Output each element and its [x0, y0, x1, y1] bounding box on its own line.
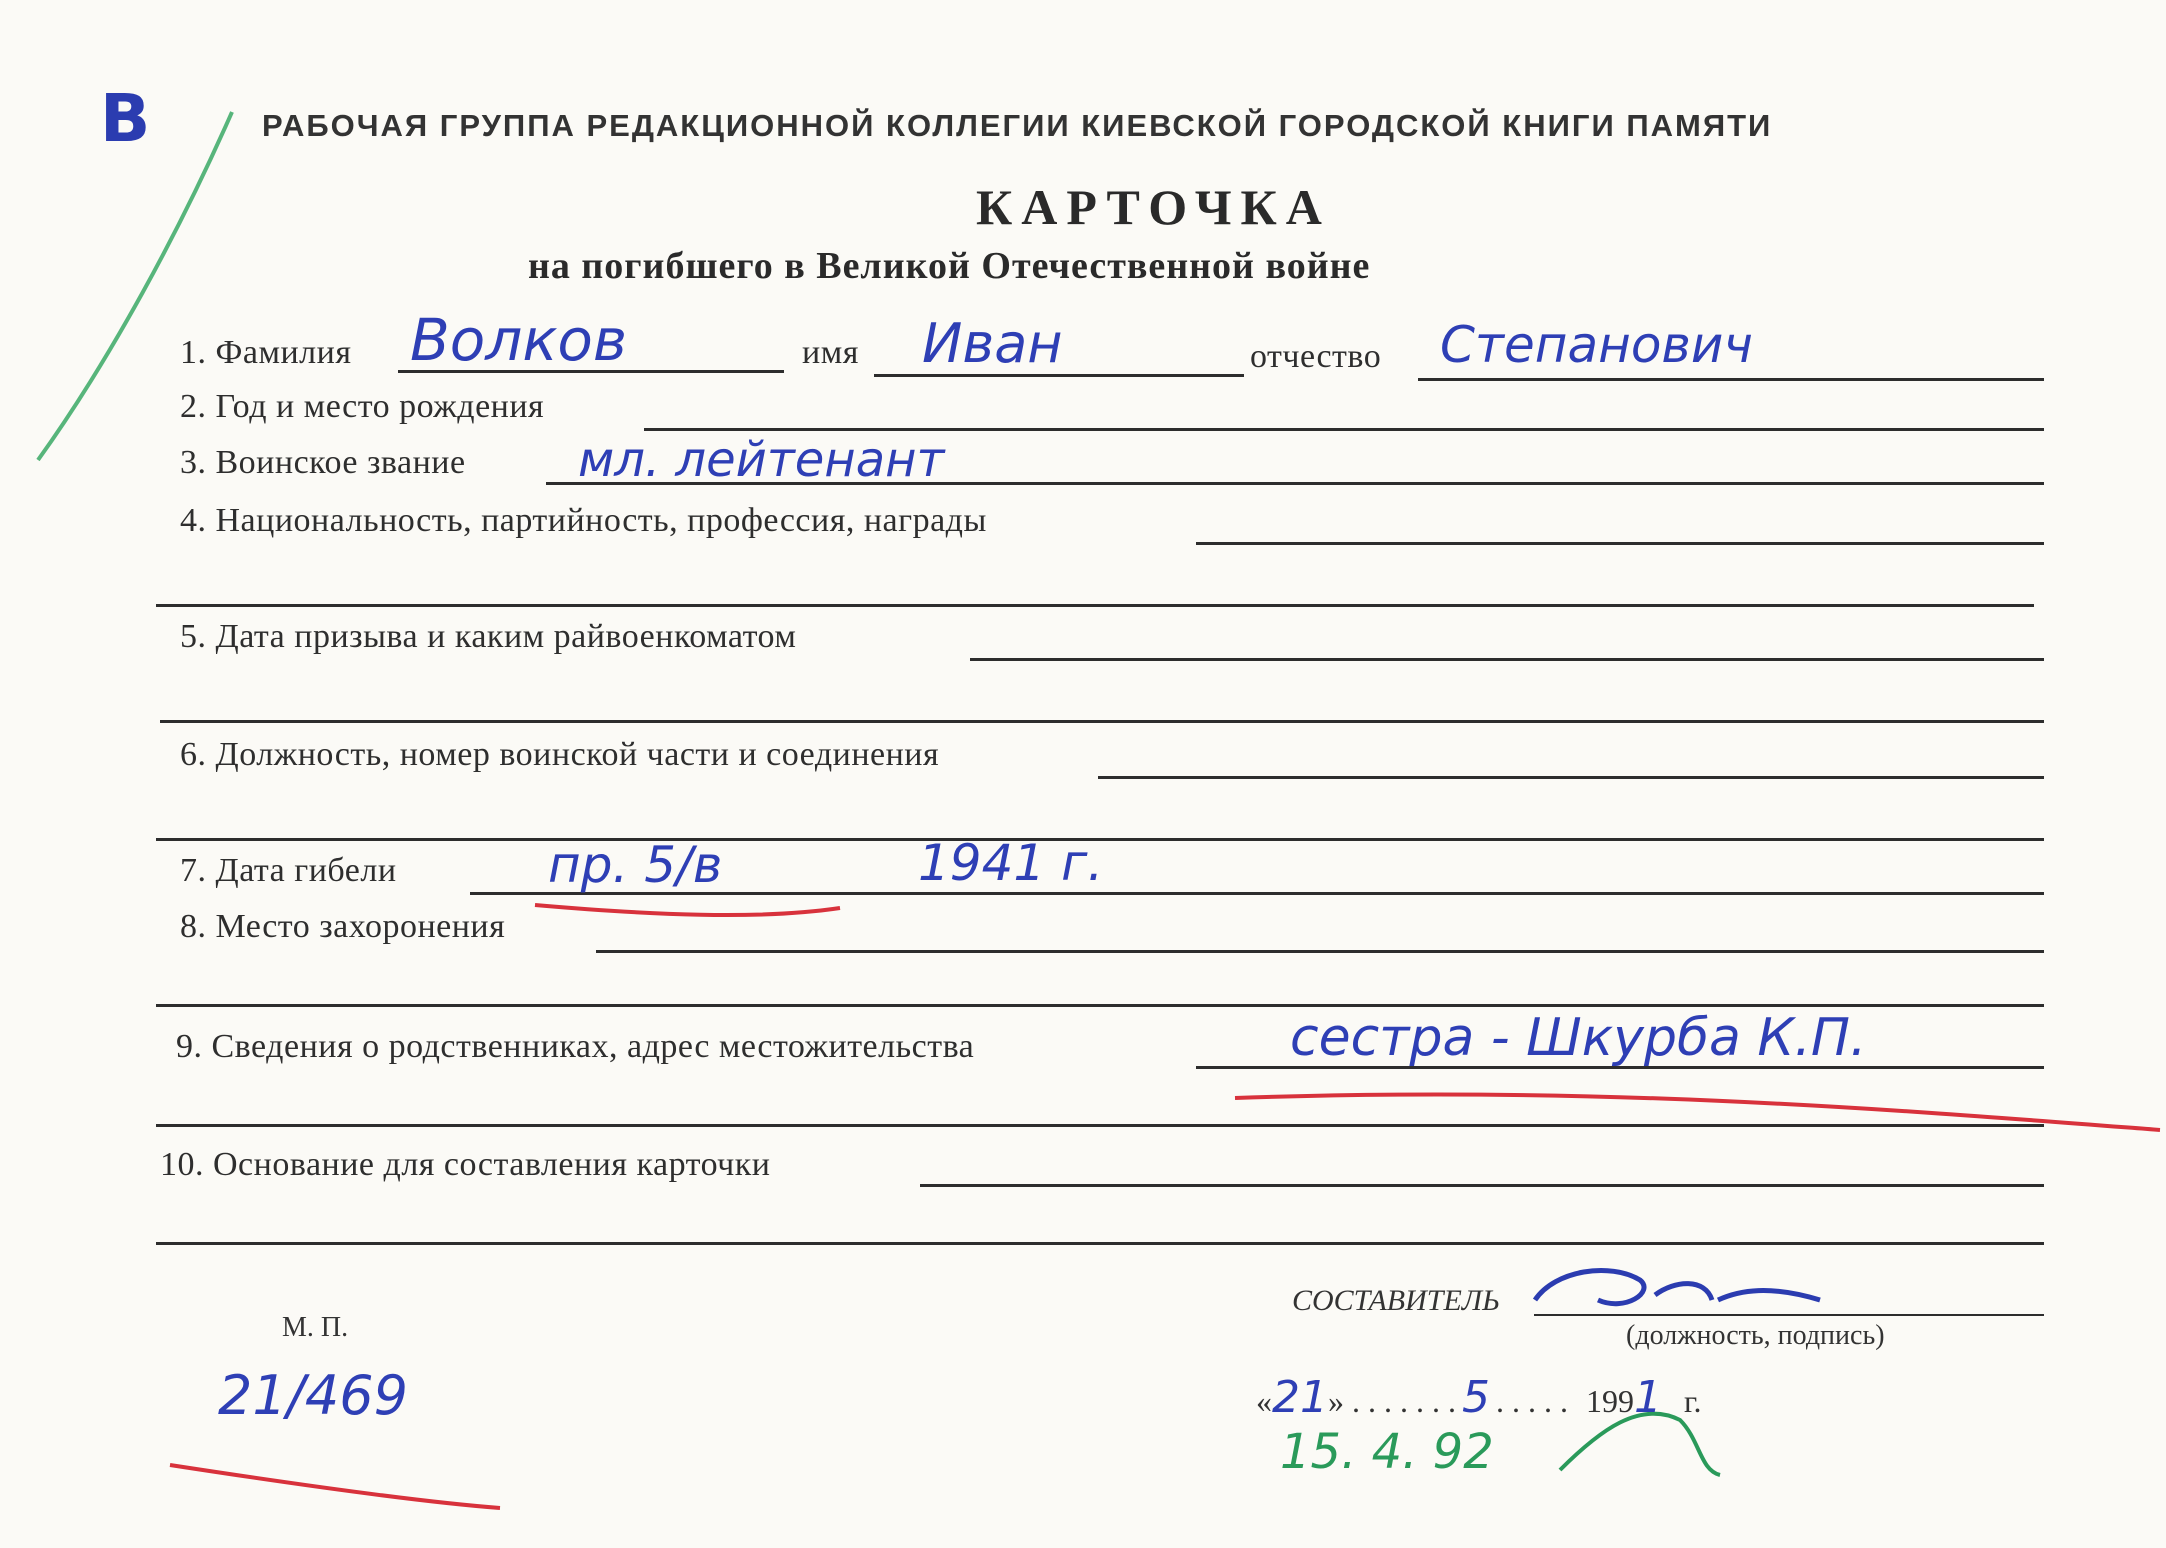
- burial-line-2: [156, 1004, 2044, 1007]
- position-label: 6. Должность, номер воинской части и соединения: [180, 736, 940, 773]
- relatives-label: 9. Сведения о родственниках, адрес местожительства: [176, 1028, 975, 1065]
- compiler-caption: (должность, подпись): [1626, 1320, 1885, 1351]
- patronymic-label: отчество: [1250, 338, 1382, 375]
- corner-mark: В: [100, 80, 151, 157]
- rank-value: мл. лейтенант: [578, 432, 945, 488]
- date-year-suffix: г.: [1684, 1383, 1702, 1419]
- surname-value: Волков: [410, 306, 628, 374]
- card-title: КАРТОЧКА: [976, 179, 1331, 235]
- death-date-value-b: 1941 г.: [918, 834, 1104, 892]
- name-label: имя: [802, 334, 859, 371]
- nationality-label: 4. Национальность, партийность, профессия, награды: [180, 502, 987, 539]
- burial-line: [596, 950, 2044, 953]
- birth-label: 2. Год и место рождения: [180, 388, 545, 425]
- compiler-label: СОСТАВИТЕЛЬ: [1292, 1284, 1500, 1317]
- signature-scribble: [1535, 1270, 1820, 1303]
- basis-label: 10. Основание для составления карточки: [160, 1146, 771, 1183]
- date-row: [1256, 1372, 1702, 1423]
- basis-line-2: [156, 1242, 2044, 1245]
- patronymic-value: Степанович: [1440, 316, 1753, 374]
- card-subtitle: на погибшего в Великой Отечественной войне: [528, 245, 1371, 287]
- date-dots-2: . . . . .: [1496, 1383, 1568, 1419]
- red-underline-death-date: [535, 905, 840, 915]
- date-day: 21: [1272, 1372, 1328, 1423]
- name-value: Иван: [922, 312, 1063, 375]
- stamp-place-label: М. П.: [282, 1312, 349, 1343]
- burial-label: 8. Место захоронения: [180, 908, 506, 945]
- basis-line: [920, 1184, 2044, 1187]
- compiler-line: [1534, 1314, 2044, 1316]
- date-dots-1: » . . . . . . .: [1328, 1383, 1456, 1419]
- green-date-note: 15. 4. 92: [1280, 1424, 1494, 1480]
- conscription-line: [970, 658, 2044, 661]
- relatives-value: сестра - Шкурба К.П.: [1290, 1008, 1867, 1068]
- conscription-label: 5. Дата призыва и каким райвоенкоматом: [180, 618, 797, 655]
- date-month: 5: [1462, 1372, 1490, 1423]
- birth-line: [644, 428, 2044, 431]
- surname-label: 1. Фамилия: [180, 334, 352, 371]
- patronymic-line: [1418, 378, 2044, 381]
- position-line: [1098, 776, 2044, 779]
- organization-header: РАБОЧАЯ ГРУППА РЕДАКЦИОННОЙ КОЛЛЕГИИ КИЕВСКОЙ ГОРОДСКОЙ КНИГИ ПАМЯТИ: [262, 108, 1773, 143]
- death-date-value-a: пр. 5/в: [548, 836, 723, 894]
- nationality-line: [1196, 542, 2044, 545]
- red-underline-file-number: [170, 1465, 500, 1508]
- file-number: 21/469: [218, 1364, 408, 1427]
- rank-label: 3. Воинское звание: [180, 444, 466, 481]
- date-open-quote: «: [1256, 1383, 1272, 1419]
- date-year-prefix: 199: [1586, 1383, 1634, 1419]
- conscription-line-2: [160, 720, 2044, 723]
- death-date-label: 7. Дата гибели: [180, 852, 397, 889]
- date-year-digit: 1: [1634, 1372, 1662, 1423]
- nationality-line-2: [156, 604, 2034, 607]
- relatives-line-2: [156, 1124, 2044, 1127]
